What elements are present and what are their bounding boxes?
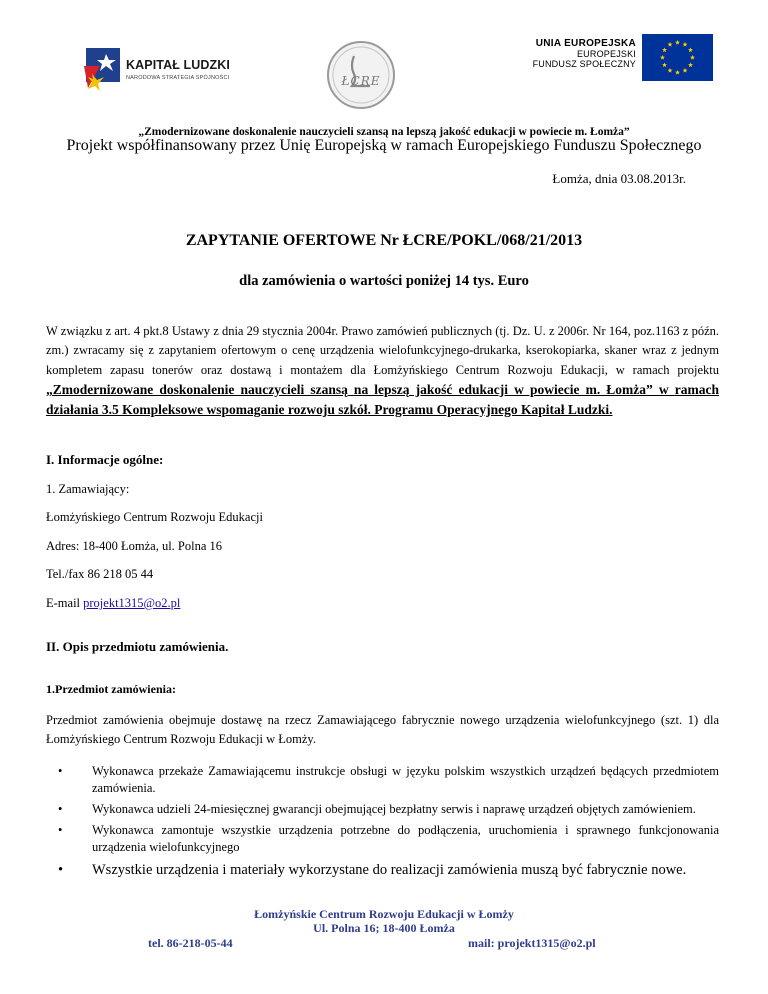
section-2-number: II (46, 639, 57, 654)
seal-text: ŁCRE (341, 74, 381, 88)
lcre-seal-logo (326, 40, 396, 110)
list-item (46, 822, 719, 856)
intro-plain: W związku z art. 4 pkt.8 Ustawy z dnia 29 stycznia 2004r. Prawo zamówień publicznych (tj. Dz. U. z 2006r. Nr 164, poz.1163 z późn. zm.) zwracamy się z zapytaniem ofertowym o cenę urządzenia wielofunkcyjnego-drukarka, kserokopiarka, skaner wraz z jednym kompletem zapasu tonerów oraz dostawą i montażem dla Łomżyńskiego Centrum Rozwoju Edukacji, w ramach projektu (46, 324, 719, 377)
footer-address: Ul. Polna 16; 18-400 Łomża (313, 921, 455, 935)
kapital-ludzki-logo (80, 44, 255, 94)
intro-paragraph (46, 322, 719, 420)
requirements-list (46, 763, 719, 884)
section-2-heading (46, 639, 228, 655)
email-link[interactable]: projekt1315@o2.pl (83, 596, 181, 610)
intro-project-name: „Zmodernizowane doskonalenie nauczycieli szansą na lepszą jakość edukacji w powiecie m. Łomża” w ramach działania 3.5 Kompleksowe wspomaganie rozwoju szkół. Programu Operacyjnego Kapitał Ludzki. (46, 382, 719, 417)
authority-address: Adres: 18-400 Łomża, ul. Polna 16 (46, 539, 223, 553)
eu-line-3: FUNDUSZ SPOŁECZNY (532, 59, 636, 69)
eu-line-1: UNIA EUROPEJSKA (535, 38, 636, 49)
list-item-text: Wykonawca przekaże Zamawiającemu instrukcje obsługi w języku polskim wszystkich urządzeń będących przedmiotem zamówienia. (92, 764, 719, 795)
authority-name: Łomżyńskiego Centrum Rozwoju Edukacji (46, 510, 263, 524)
list-item (46, 763, 719, 797)
footer-phone: tel. 86-218-05-44 (148, 936, 233, 950)
list-item (46, 860, 719, 880)
contracting-authority-label: 1. Zamawiający: (46, 482, 130, 496)
eu-line-2: EUROPEJSKI (576, 49, 636, 59)
list-item-text: Wykonawca udzieli 24-miesięcznej gwarancji obejmującej bezpłatny serwis i naprawę urządzeń objętych zamówieniem. (92, 802, 696, 816)
kapital-ludzki-title: KAPITAŁ LUDZKI (126, 58, 230, 72)
document-subtitle: dla zamówienia o wartości poniżej 14 tys. Euro (239, 273, 529, 289)
footer-organization: Łomżyńskie Centrum Rozwoju Edukacji w Łomży (254, 907, 514, 921)
cofinance-line: Projekt współfinansowany przez Unię Europejską w ramach Europejskiego Funduszu Społecznego (66, 137, 702, 154)
document-title: ZAPYTANIE OFERTOWE Nr ŁCRE/POKL/068/21/2013 (185, 232, 583, 249)
section-2-title: . Opis przedmiotu zamówienia. (56, 639, 229, 654)
order-subject-heading: 1.Przedmiot zamówienia: (46, 682, 176, 696)
eu-flag-icon (642, 34, 713, 81)
footer-email: mail: projekt1315@o2.pl (468, 936, 596, 950)
section-1-heading: I. Informacje ogólne: (46, 452, 164, 467)
list-item-text: Wykonawca zamontuje wszystkie urządzenia potrzebne do podłączenia, uruchomienia i sprawnego funkcjonowania urządzenia wielofunkcyjnego (92, 823, 719, 854)
email-label: E-mail (46, 596, 84, 610)
project-title: „Zmodernizowane doskonalenie nauczycieli szansą na lepszą jakość edukacji w powiecie m. Łomża” (138, 126, 630, 138)
eu-logo-text (492, 38, 636, 69)
order-description: Przedmiot zamówienia obejmuje dostawę na rzecz Zamawiającego fabrycznie nowego urządzenia wielofunkcyjnego (szt. 1) dla Łomżyńskiego Centrum Rozwoju Edukacji w Łomży. (46, 713, 719, 746)
list-item (46, 801, 719, 818)
authority-email (46, 596, 180, 611)
list-item-text: Wszystkie urządzenia i materiały wykorzystane do realizacji zamówienia muszą być fabrycznie nowe. (92, 862, 687, 878)
bullet-icon: • (58, 862, 64, 878)
bullet-icon: • (58, 802, 63, 816)
document-date: Łomża, dnia 03.08.2013r. (552, 171, 686, 186)
bullet-icon: • (58, 823, 63, 837)
bullet-icon: • (58, 764, 63, 778)
kapital-ludzki-emblem-icon (80, 44, 124, 94)
kapital-ludzki-subtitle: NARODOWA STRATEGIA SPÓJNOŚCI (126, 75, 230, 81)
authority-phone: Tel./fax 86 218 05 44 (46, 567, 154, 581)
